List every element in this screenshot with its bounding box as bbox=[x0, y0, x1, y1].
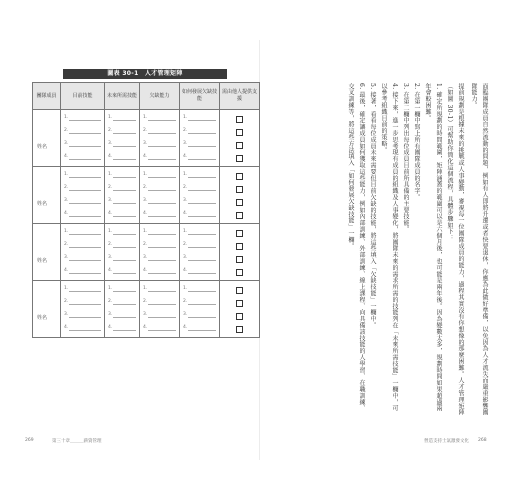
checkbox[interactable] bbox=[236, 326, 243, 333]
write-line bbox=[188, 304, 216, 305]
numbered-lines bbox=[140, 167, 179, 221]
numbered-line[interactable] bbox=[64, 265, 102, 278]
checkbox[interactable] bbox=[236, 230, 243, 237]
numbered-line[interactable] bbox=[108, 252, 137, 265]
step-2: 2. 在第一欄中寫上所有團隊成員的名字。 bbox=[413, 83, 420, 201]
line-number: 4. bbox=[143, 154, 148, 159]
line-number: 3. bbox=[143, 198, 148, 203]
checkbox[interactable] bbox=[236, 129, 243, 136]
figure-title: 圖表 30-1 人才管理矩陣 bbox=[63, 69, 227, 79]
numbered-lines bbox=[61, 110, 104, 164]
skill-list-cell bbox=[180, 110, 220, 167]
numbered-lines bbox=[105, 224, 139, 278]
line-number: 3. bbox=[64, 312, 69, 317]
numbered-line[interactable] bbox=[108, 169, 137, 182]
line-number: 1. bbox=[143, 115, 148, 120]
write-line bbox=[188, 234, 216, 235]
line-number: 2. bbox=[108, 128, 113, 133]
numbered-line[interactable] bbox=[143, 283, 177, 296]
line-number: 2. bbox=[143, 299, 148, 304]
write-line bbox=[148, 203, 176, 204]
write-line bbox=[113, 304, 136, 305]
numbered-line[interactable] bbox=[64, 151, 102, 164]
numbered-line[interactable] bbox=[183, 138, 217, 151]
skill-list-cell bbox=[61, 281, 105, 338]
numbered-line[interactable] bbox=[108, 112, 137, 125]
line-number: 2. bbox=[64, 242, 69, 247]
member-name-label: 姓名 bbox=[37, 200, 48, 207]
write-line bbox=[148, 133, 176, 134]
member-cell bbox=[33, 110, 61, 167]
checkbox-list bbox=[220, 281, 259, 336]
write-line bbox=[188, 260, 216, 261]
write-line bbox=[148, 146, 176, 147]
paragraph-1: 面臨團隊成員自然流動的問題，例如有人即將升遷或者快要退休，你應為此做好準備，以免因為人才流失而嚴重影響團隊能力。 bbox=[470, 83, 488, 416]
write-line bbox=[113, 133, 136, 134]
write-line bbox=[113, 159, 136, 160]
checkbox[interactable] bbox=[236, 199, 243, 206]
line-number: 4. bbox=[64, 211, 69, 216]
numbered-line[interactable] bbox=[183, 252, 217, 265]
write-line bbox=[69, 330, 101, 331]
numbered-line[interactable] bbox=[64, 208, 102, 221]
numbered-line[interactable] bbox=[64, 296, 102, 309]
numbered-line[interactable] bbox=[183, 112, 217, 125]
write-line bbox=[148, 120, 176, 121]
write-line bbox=[113, 247, 136, 248]
write-line bbox=[113, 120, 136, 121]
numbered-line[interactable] bbox=[183, 182, 217, 195]
numbered-line[interactable] bbox=[108, 125, 137, 138]
line-number: 3. bbox=[183, 141, 188, 146]
member-name-label: 姓名 bbox=[37, 257, 48, 264]
skill-list-cell bbox=[180, 281, 220, 338]
line-number: 4. bbox=[183, 154, 188, 159]
numbered-line[interactable] bbox=[64, 239, 102, 252]
write-line bbox=[148, 304, 176, 305]
line-number: 1. bbox=[183, 229, 188, 234]
numbered-lines bbox=[61, 224, 104, 278]
numbered-line[interactable] bbox=[183, 195, 217, 208]
write-line bbox=[69, 273, 101, 274]
checkbox-item bbox=[220, 297, 259, 310]
skill-list-cell bbox=[105, 110, 140, 167]
checkbox-item bbox=[220, 240, 259, 253]
write-line bbox=[69, 317, 101, 318]
steps-list bbox=[345, 83, 444, 418]
write-line bbox=[188, 146, 216, 147]
write-line bbox=[69, 177, 101, 178]
step-1: 1. 確定所規劃的時間範圍，矩陣涵蓋的範圍可以是六個月後，也可能是兩年後。因為變數太多，規劃時間如果超過兩年會較困難。 bbox=[424, 83, 442, 412]
line-number: 3. bbox=[64, 255, 69, 260]
numbered-line[interactable] bbox=[108, 226, 137, 239]
numbered-line[interactable] bbox=[183, 125, 217, 138]
write-line bbox=[113, 330, 136, 331]
write-line bbox=[113, 260, 136, 261]
line-number: 1. bbox=[64, 115, 69, 120]
checkbox[interactable] bbox=[236, 313, 243, 320]
numbered-line[interactable] bbox=[143, 309, 177, 322]
checkbox[interactable] bbox=[236, 300, 243, 307]
numbered-line[interactable] bbox=[64, 252, 102, 265]
line-number: 1. bbox=[143, 172, 148, 177]
left-page-number: 269 bbox=[25, 438, 34, 443]
numbered-line[interactable] bbox=[143, 195, 177, 208]
checkbox-item bbox=[220, 113, 259, 126]
numbered-lines bbox=[61, 281, 104, 335]
line-number: 3. bbox=[183, 312, 188, 317]
member-cell bbox=[33, 224, 61, 281]
write-line bbox=[113, 146, 136, 147]
header-support-needed: 需由他人提供支援 bbox=[220, 83, 260, 110]
line-number: 2. bbox=[108, 242, 113, 247]
checkbox[interactable] bbox=[236, 173, 243, 180]
line-number: 4. bbox=[108, 154, 113, 159]
write-line bbox=[188, 133, 216, 134]
table-row bbox=[33, 281, 260, 338]
write-line bbox=[113, 177, 136, 178]
header-develop-skills: 如何發展欠缺技能 bbox=[180, 83, 220, 110]
write-line bbox=[113, 190, 136, 191]
numbered-line[interactable] bbox=[143, 239, 177, 252]
line-number: 4. bbox=[183, 325, 188, 330]
numbered-line[interactable] bbox=[108, 239, 137, 252]
write-line bbox=[188, 330, 216, 331]
numbered-line[interactable] bbox=[108, 182, 137, 195]
checkbox-item bbox=[220, 310, 259, 323]
numbered-line[interactable] bbox=[183, 169, 217, 182]
line-number: 1. bbox=[143, 229, 148, 234]
numbered-line[interactable] bbox=[108, 138, 137, 151]
numbered-line[interactable] bbox=[64, 283, 102, 296]
checkbox[interactable] bbox=[236, 155, 243, 162]
write-line bbox=[69, 260, 101, 261]
line-number: 3. bbox=[108, 141, 113, 146]
numbered-line[interactable] bbox=[143, 322, 177, 335]
member-cell bbox=[33, 281, 61, 338]
write-line bbox=[188, 291, 216, 292]
write-line bbox=[188, 273, 216, 274]
talent-matrix-table bbox=[32, 82, 260, 338]
line-number: 2. bbox=[108, 299, 113, 304]
numbered-line[interactable] bbox=[108, 208, 137, 221]
checkbox-list bbox=[220, 110, 259, 165]
skill-list-cell bbox=[105, 281, 140, 338]
checkbox-item bbox=[220, 126, 259, 139]
line-number: 3. bbox=[143, 141, 148, 146]
numbered-lines bbox=[180, 167, 219, 221]
numbered-line[interactable] bbox=[183, 226, 217, 239]
line-number: 4. bbox=[183, 268, 188, 273]
numbered-line[interactable] bbox=[64, 182, 102, 195]
numbered-line[interactable] bbox=[143, 151, 177, 164]
line-number: 2. bbox=[143, 185, 148, 190]
checkbox-list bbox=[220, 224, 259, 279]
write-line bbox=[148, 190, 176, 191]
member-cell bbox=[33, 167, 61, 224]
line-number: 3. bbox=[108, 198, 113, 203]
skill-list-cell bbox=[140, 110, 180, 167]
skill-list-cell bbox=[61, 224, 105, 281]
member-name-label: 姓名 bbox=[37, 143, 48, 150]
numbered-lines bbox=[105, 167, 139, 221]
numbered-lines bbox=[180, 224, 219, 278]
numbered-line[interactable] bbox=[108, 309, 137, 322]
numbered-lines bbox=[180, 281, 219, 335]
line-number: 2. bbox=[183, 185, 188, 190]
line-number: 4. bbox=[143, 268, 148, 273]
write-line bbox=[148, 159, 176, 160]
write-line bbox=[188, 247, 216, 248]
table-row bbox=[33, 110, 260, 167]
line-number: 4. bbox=[108, 325, 113, 330]
right-page-number: 268 bbox=[478, 438, 487, 443]
line-number: 2. bbox=[108, 185, 113, 190]
numbered-line[interactable] bbox=[108, 151, 137, 164]
write-line bbox=[69, 133, 101, 134]
skill-list-cell bbox=[140, 281, 180, 338]
write-line bbox=[113, 203, 136, 204]
numbered-line[interactable] bbox=[64, 138, 102, 151]
numbered-lines bbox=[140, 224, 179, 278]
numbered-line[interactable] bbox=[143, 252, 177, 265]
write-line bbox=[188, 317, 216, 318]
numbered-line[interactable] bbox=[143, 169, 177, 182]
write-line bbox=[148, 260, 176, 261]
numbered-line[interactable] bbox=[183, 283, 217, 296]
step-6: 6. 最後，確定讓成員如何獲取這些能力，例如內部訓練、外部訓練、線上課程、向具備該技能的人學習、在職訓練、交叉訓練等，將這些方法填入「如何發展欠缺技能」一欄。 bbox=[347, 83, 365, 412]
numbered-line[interactable] bbox=[183, 208, 217, 221]
skill-list-cell bbox=[105, 167, 140, 224]
numbered-line[interactable] bbox=[64, 112, 102, 125]
numbered-line[interactable] bbox=[108, 322, 137, 335]
numbered-line[interactable] bbox=[183, 151, 217, 164]
write-line bbox=[188, 159, 216, 160]
skill-list-cell bbox=[61, 110, 105, 167]
line-number: 4. bbox=[64, 268, 69, 273]
support-checkbox-cell bbox=[220, 110, 260, 167]
write-line bbox=[188, 120, 216, 121]
checkbox[interactable] bbox=[236, 256, 243, 263]
write-line bbox=[69, 146, 101, 147]
line-number: 1. bbox=[108, 115, 113, 120]
numbered-line[interactable] bbox=[143, 265, 177, 278]
write-line bbox=[69, 234, 101, 235]
numbered-lines bbox=[180, 110, 219, 164]
checkbox-item bbox=[220, 266, 259, 279]
line-number: 3. bbox=[108, 255, 113, 260]
line-number: 4. bbox=[183, 211, 188, 216]
write-line bbox=[188, 203, 216, 204]
checkbox-item bbox=[220, 253, 259, 266]
write-line bbox=[188, 190, 216, 191]
numbered-line[interactable] bbox=[143, 112, 177, 125]
table-row bbox=[33, 224, 260, 281]
skill-list-cell bbox=[61, 167, 105, 224]
write-line bbox=[188, 216, 216, 217]
checkbox-item bbox=[220, 183, 259, 196]
write-line bbox=[69, 304, 101, 305]
left-running-footer: 第三十章＿＿＿薪資管理 bbox=[52, 439, 102, 444]
skill-list-cell bbox=[140, 167, 180, 224]
write-line bbox=[188, 177, 216, 178]
line-number: 2. bbox=[64, 299, 69, 304]
line-number: 2. bbox=[64, 128, 69, 133]
write-line bbox=[148, 177, 176, 178]
write-line bbox=[148, 216, 176, 217]
numbered-line[interactable] bbox=[143, 226, 177, 239]
line-number: 2. bbox=[183, 299, 188, 304]
write-line bbox=[113, 291, 136, 292]
checkbox[interactable] bbox=[236, 212, 243, 219]
line-number: 1. bbox=[64, 172, 69, 177]
line-number: 1. bbox=[183, 115, 188, 120]
numbered-line[interactable] bbox=[108, 195, 137, 208]
header-future-skills: 未來所需技能 bbox=[105, 83, 140, 110]
step-3: 3. 在第二欄中列出每位成員目前所具備的主要技能。 bbox=[402, 83, 409, 233]
numbered-line[interactable] bbox=[143, 182, 177, 195]
numbered-line[interactable] bbox=[64, 169, 102, 182]
write-line bbox=[148, 317, 176, 318]
line-number: 1. bbox=[108, 172, 113, 177]
numbered-line[interactable] bbox=[183, 296, 217, 309]
write-line bbox=[113, 273, 136, 274]
write-line bbox=[69, 203, 101, 204]
numbered-lines bbox=[105, 281, 139, 335]
line-number: 1. bbox=[64, 229, 69, 234]
line-number: 3. bbox=[183, 255, 188, 260]
step-5: 5. 接著，看看每位成員未來需要但目前欠缺的技能，將這些填入「欠缺技能」一欄中。 bbox=[369, 83, 376, 329]
member-name-label: 姓名 bbox=[37, 314, 48, 321]
write-line bbox=[148, 273, 176, 274]
line-number: 3. bbox=[64, 198, 69, 203]
numbered-line[interactable] bbox=[108, 283, 137, 296]
checkbox-item bbox=[220, 323, 259, 336]
right-running-footer: 營造支持士氣激發文化 bbox=[424, 439, 469, 444]
numbered-line[interactable] bbox=[143, 208, 177, 221]
line-number: 3. bbox=[183, 198, 188, 203]
line-number: 3. bbox=[143, 312, 148, 317]
line-number: 4. bbox=[108, 211, 113, 216]
write-line bbox=[113, 317, 136, 318]
line-number: 4. bbox=[64, 325, 69, 330]
line-number: 4. bbox=[143, 325, 148, 330]
write-line bbox=[113, 234, 136, 235]
paragraph-2: 提前規劃是根據未來的挑戰或人事變動，審視每一位團隊成員的能力，過程其實沒有你想像的那麼困難。人才管理矩陣（如圖 30-1）可幫助你簡化這個流程，具體步驟如下： bbox=[446, 83, 464, 416]
line-number: 3. bbox=[143, 255, 148, 260]
line-number: 3. bbox=[64, 141, 69, 146]
line-number: 4. bbox=[143, 211, 148, 216]
numbered-line[interactable] bbox=[143, 138, 177, 151]
checkbox-item bbox=[220, 170, 259, 183]
write-line bbox=[69, 120, 101, 121]
checkbox[interactable] bbox=[236, 116, 243, 123]
numbered-line[interactable] bbox=[64, 195, 102, 208]
header-member: 團隊成員 bbox=[33, 83, 61, 110]
line-number: 1. bbox=[64, 286, 69, 291]
numbered-line[interactable] bbox=[183, 265, 217, 278]
checkbox[interactable] bbox=[236, 142, 243, 149]
line-number: 2. bbox=[64, 185, 69, 190]
write-line bbox=[69, 190, 101, 191]
write-line bbox=[113, 216, 136, 217]
checkbox-item bbox=[220, 152, 259, 165]
checkbox-list bbox=[220, 167, 259, 222]
support-checkbox-cell bbox=[220, 224, 260, 281]
checkbox[interactable] bbox=[236, 243, 243, 250]
numbered-line[interactable] bbox=[183, 322, 217, 335]
checkbox[interactable] bbox=[236, 186, 243, 193]
numbered-line[interactable] bbox=[183, 309, 217, 322]
checkbox-item bbox=[220, 196, 259, 209]
header-current-skills: 目前技能 bbox=[61, 83, 105, 110]
checkbox[interactable] bbox=[236, 287, 243, 294]
checkbox-item bbox=[220, 139, 259, 152]
line-number: 2. bbox=[183, 242, 188, 247]
numbered-line[interactable] bbox=[64, 125, 102, 138]
table-header-row bbox=[33, 83, 260, 110]
support-checkbox-cell bbox=[220, 167, 260, 224]
line-number: 4. bbox=[108, 268, 113, 273]
numbered-lines bbox=[140, 110, 179, 164]
write-line bbox=[148, 247, 176, 248]
write-line bbox=[69, 159, 101, 160]
write-line bbox=[69, 216, 101, 217]
numbered-lines bbox=[61, 167, 104, 221]
step-4: 4. 接下來，進一步思考現有成員的組織及人事變化，將團隊未來的需求所需的技能列在「未來所需技能」一欄中，可以參考組織目前的策略。 bbox=[380, 83, 398, 412]
checkbox-item bbox=[220, 284, 259, 297]
numbered-line[interactable] bbox=[108, 265, 137, 278]
write-line bbox=[148, 234, 176, 235]
write-line bbox=[69, 291, 101, 292]
line-number: 1. bbox=[143, 286, 148, 291]
line-number: 2. bbox=[143, 128, 148, 133]
support-checkbox-cell bbox=[220, 281, 260, 338]
skill-list-cell bbox=[180, 224, 220, 281]
numbered-line[interactable] bbox=[64, 309, 102, 322]
numbered-lines bbox=[105, 110, 139, 164]
line-number: 2. bbox=[143, 242, 148, 247]
header-missing-abilities: 欠缺能力 bbox=[140, 83, 180, 110]
numbered-line[interactable] bbox=[64, 322, 102, 335]
table-row bbox=[33, 167, 260, 224]
line-number: 1. bbox=[183, 172, 188, 177]
line-number: 1. bbox=[108, 229, 113, 234]
line-number: 1. bbox=[183, 286, 188, 291]
body-text bbox=[290, 83, 490, 418]
checkbox[interactable] bbox=[236, 269, 243, 276]
write-line bbox=[69, 247, 101, 248]
write-line bbox=[148, 330, 176, 331]
line-number: 2. bbox=[183, 128, 188, 133]
numbered-lines bbox=[140, 281, 179, 335]
line-number: 4. bbox=[64, 154, 69, 159]
checkbox-item bbox=[220, 227, 259, 240]
line-number: 1. bbox=[108, 286, 113, 291]
skill-list-cell bbox=[140, 224, 180, 281]
numbered-line[interactable] bbox=[143, 296, 177, 309]
write-line bbox=[148, 291, 176, 292]
checkbox-item bbox=[220, 209, 259, 222]
numbered-line[interactable] bbox=[64, 226, 102, 239]
numbered-line[interactable] bbox=[108, 296, 137, 309]
numbered-line[interactable] bbox=[143, 125, 177, 138]
skill-list-cell bbox=[105, 224, 140, 281]
skill-list-cell bbox=[180, 167, 220, 224]
line-number: 3. bbox=[108, 312, 113, 317]
numbered-line[interactable] bbox=[183, 239, 217, 252]
